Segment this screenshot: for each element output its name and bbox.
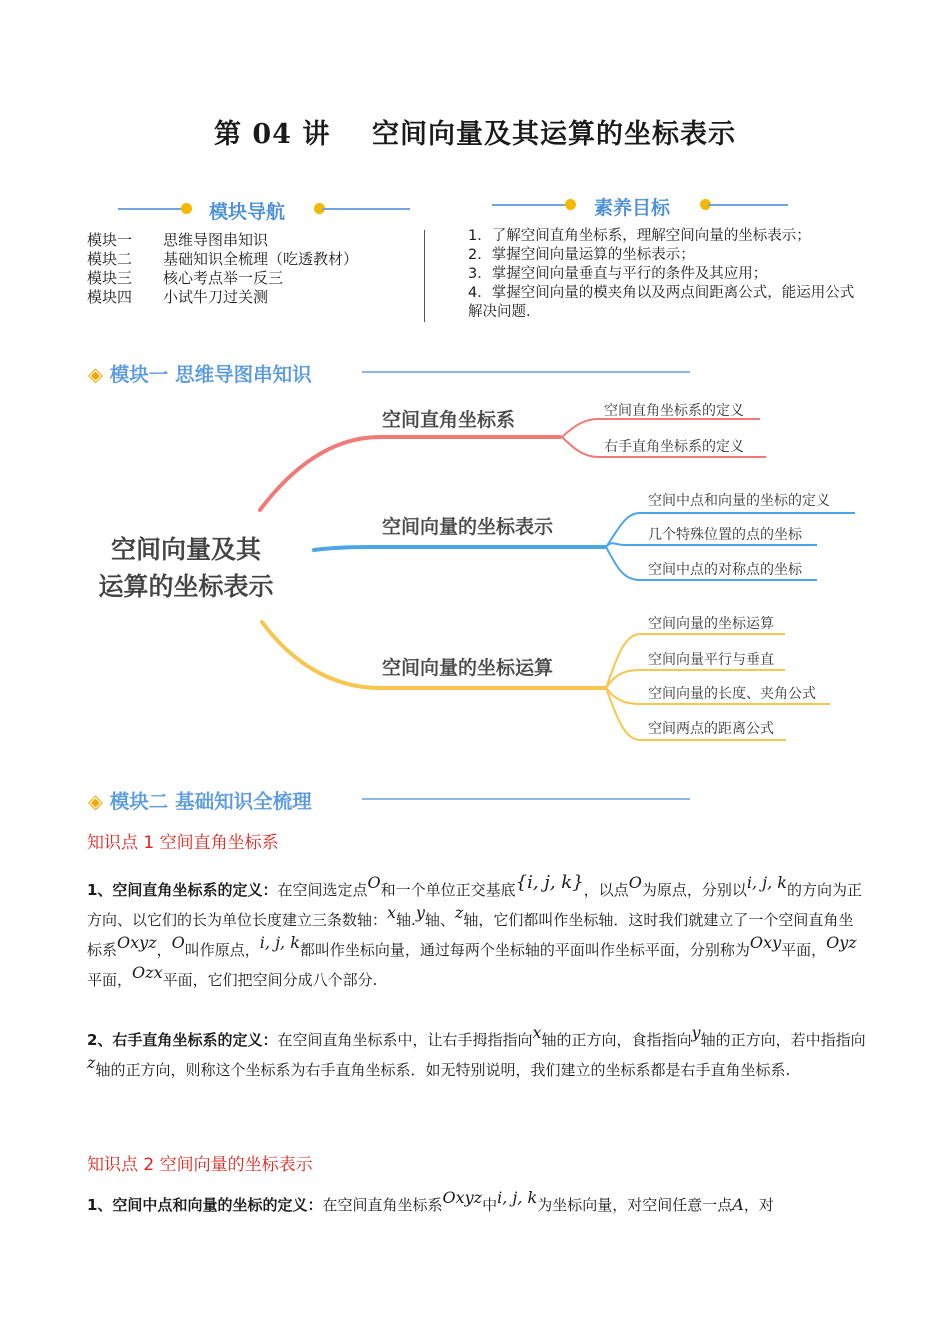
mindmap-leaf: 空间两点的距离公式 (648, 721, 774, 737)
mindmap-branch-3: 空间向量的坐标运算 (382, 657, 554, 679)
nav-banner-line-right (322, 208, 410, 210)
goals-banner-line-right (708, 204, 788, 206)
kp1-def1-paragraph: 1、空间直角坐标系的定义：在空间选定点O和一个单位正交基底{i, j, k}，以点O为原点，分别以i, j, k的方向为正方向、以它们的长为单位长度建立三条数轴：x轴.y轴、z轴，它们都叫作坐标轴．这时我们就建立了一个空间直角坐标系Oxyz，O叫作原点，i, j, k都叫作坐标向量，通过每两个坐标轴的平面叫作坐标平面，分别称为Oxy平面，Oyz平面，Ozx平面，它们把空间分成八个部分. (87, 872, 862, 989)
module2-heading-row: ◈ 模块二 基础知识全梳理 (88, 790, 312, 813)
goal-item: 4．掌握空间向量的模夹角以及两点间距离公式，能运用公式解决问题. (468, 285, 855, 320)
mindmap-leaf: 空间直角坐标系的定义 (604, 403, 744, 419)
mindmap-branch-2: 空间向量的坐标表示 (382, 516, 554, 538)
nav-item-4[interactable]: 模块四 小试牛刀过关测 (87, 288, 269, 306)
mindmap-leaf: 几个特殊位置的点的坐标 (648, 527, 802, 543)
kp1-def2-label: 2、右手直角坐标系的定义 (87, 1031, 263, 1049)
page-title: 第 04 讲 空间向量及其运算的坐标表示 (214, 119, 736, 150)
mindmap-leaf: 右手直角坐标系的定义 (604, 439, 744, 455)
goal-item: 3．掌握空间向量垂直与平行的条件及其应用； (468, 266, 768, 282)
mindmap-leaf: 空间向量平行与垂直 (648, 652, 774, 668)
mindmap-leaf: 空间向量的坐标运算 (648, 616, 774, 632)
nav-heading: 模块导航 (209, 201, 286, 223)
nav-item-1[interactable]: 模块一 思维导图串知识 (87, 231, 269, 249)
kp2-def1-paragraph: 1、空间中点和向量的坐标的定义：在空间直角坐标系Oxyz中i, j, k为坐标向量，对空间任意一点A，对 (87, 1188, 774, 1214)
diamond-arrow-icon: ◈ (88, 363, 103, 386)
nav-item-2[interactable]: 模块二 基础知识全梳理（吃透教材） (87, 250, 359, 268)
mindmap-branch-1: 空间直角坐标系 (382, 409, 516, 431)
goal-item: 2．掌握空间向量运算的坐标表示； (468, 247, 695, 263)
nav-banner-line-left (118, 208, 186, 210)
kp1-def2-paragraph: 2、右手直角坐标系的定义：在空间直角坐标系中，让右手拇指指向x轴的正方向，食指指向y轴的正方向，若中指指向z轴的正方向，则称这个坐标系为右手直角坐标系．如无特别说明，我们建立的坐标系都是右手直角坐标系. (87, 1023, 866, 1079)
column-divider (424, 230, 425, 322)
kp2-title: 知识点 2 空间向量的坐标表示 (87, 1155, 313, 1175)
goal-item: 1．了解空间直角坐标系，理解空间向量的坐标表示； (468, 228, 811, 244)
branch1-leaf1-connector (562, 419, 760, 437)
module1-heading-row: ◈ 模块一 思维导图串知识 (88, 363, 312, 386)
diamond-arrow-icon: ◈ (88, 790, 103, 813)
kp2-def1-label: 1、空间中点和向量的坐标的定义 (87, 1196, 308, 1214)
module1-heading-line (362, 371, 690, 373)
module2-heading-line (362, 798, 690, 800)
nav-item-3[interactable]: 模块三 核心考点举一反三 (87, 269, 284, 287)
mindmap-leaf: 空间向量的长度、夹角公式 (648, 686, 816, 702)
mindmap-leaf: 空间中点和向量的坐标的定义 (648, 493, 830, 509)
kp1-def1-label: 1、空间直角坐标系的定义 (87, 881, 263, 899)
goals-heading: 素养目标 (594, 197, 671, 219)
goals-banner-dot-left (565, 199, 576, 210)
branch2-connector (314, 547, 605, 550)
nav-banner-dot-left (181, 203, 192, 214)
mindmap-leaf: 空间中点的对称点的坐标 (648, 562, 802, 578)
goals-list (468, 227, 868, 322)
branch1-connector (260, 437, 560, 510)
kp1-title: 知识点 1 空间直角坐标系 (87, 833, 279, 853)
mindmap-root: 空间向量及其 运算的坐标表示 (98, 535, 274, 601)
goals-banner-line-left (492, 204, 570, 206)
nav-list (87, 231, 358, 307)
